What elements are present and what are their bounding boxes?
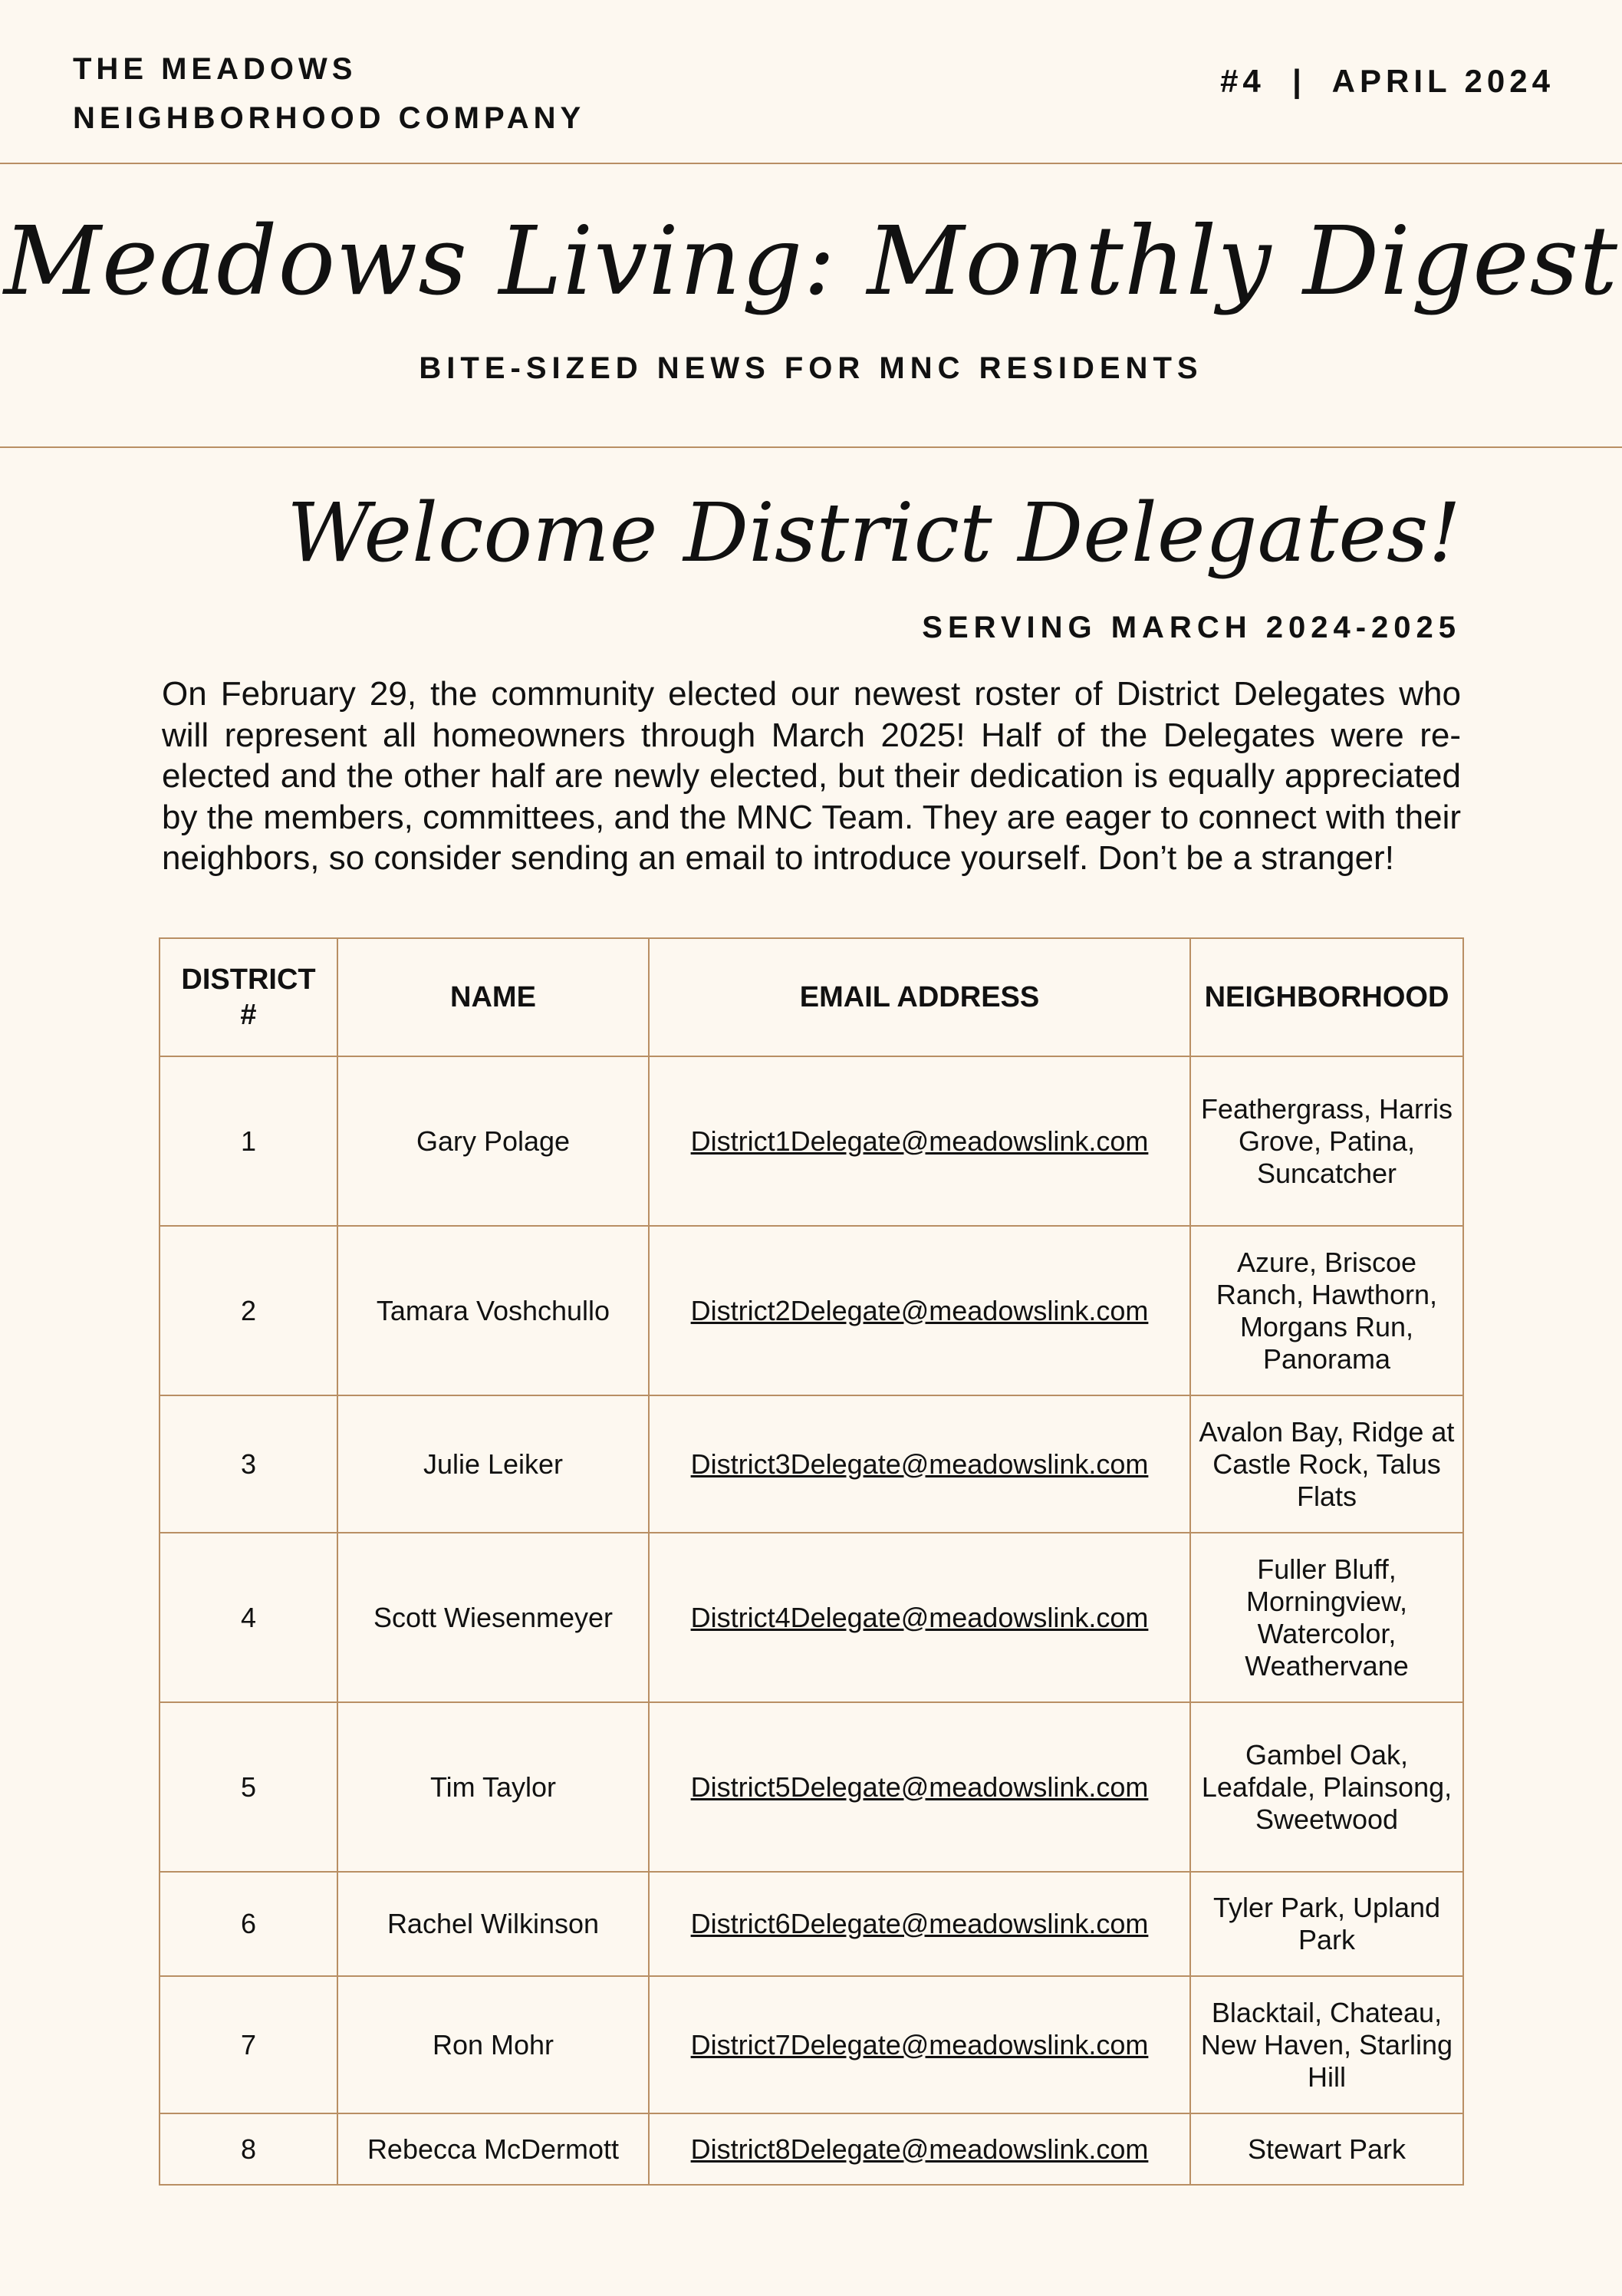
delegate-name: Ron Mohr <box>337 1976 649 2113</box>
district-number: 8 <box>160 2113 337 2185</box>
district-number: 2 <box>160 1226 337 1395</box>
delegate-email-link[interactable]: District4Delegate@meadowslink.com <box>649 1533 1190 1702</box>
neighborhood-list: Gambel Oak, Leafdale, Plainsong, Sweetwood <box>1190 1702 1463 1872</box>
delegate-name: Tamara Voshchullo <box>337 1226 649 1395</box>
table-header-row <box>160 938 1463 1056</box>
newsletter-title: Meadows Living: Monthly Digest <box>3 206 1619 317</box>
top-header-bar <box>0 0 1622 164</box>
article-intro: On February 29, the community elected our newest roster of District Delegates who will represent all homeowners through March 2025! Half of the Delegates were re-elected and the other half are newly elected, but their dedication is equally appreciated by the members, committees, and the MNC Team. They are eager to connect with their neighbors, so consider sending an email to introduce yourself. Don’t be a stranger! <box>162 675 1461 877</box>
delegate-email-link[interactable]: District6Delegate@meadowslink.com <box>649 1872 1190 1976</box>
delegate-email-link[interactable]: District5Delegate@meadowslink.com <box>649 1702 1190 1872</box>
district-number: 5 <box>160 1702 337 1872</box>
table-row <box>160 1702 1463 1872</box>
table-row <box>160 1976 1463 2113</box>
org-line-2: NEIGHBORHOOD COMPANY <box>73 101 586 135</box>
neighborhood-list: Avalon Bay, Ridge at Castle Rock, Talus Flats <box>1190 1395 1463 1533</box>
delegate-email-link[interactable]: District2Delegate@meadowslink.com <box>649 1226 1190 1395</box>
masthead <box>0 164 1622 448</box>
table-row <box>160 2113 1463 2185</box>
delegate-email-link[interactable]: District3Delegate@meadowslink.com <box>649 1395 1190 1533</box>
delegate-email-link[interactable]: District8Delegate@meadowslink.com <box>649 2113 1190 2185</box>
issue-date: #4 | APRIL 2024 <box>1220 63 1555 99</box>
table-row <box>160 1872 1463 1976</box>
column-header-name: NAME <box>337 938 649 1056</box>
district-number: 4 <box>160 1533 337 1702</box>
column-header-email: EMAIL ADDRESS <box>649 938 1190 1056</box>
table-row <box>160 1056 1463 1226</box>
newsletter-tagline: BITE-SIZED NEWS FOR MNC RESIDENTS <box>419 351 1203 385</box>
org-line-1: THE MEADOWS <box>73 52 357 86</box>
delegate-name: Rebecca McDermott <box>337 2113 649 2185</box>
neighborhood-list: Azure, Briscoe Ranch, Hawthorn, Morgans Run, Panorama <box>1190 1226 1463 1395</box>
neighborhood-list: Feathergrass, Harris Grove, Patina, Suncatcher <box>1190 1056 1463 1226</box>
delegate-name: Julie Leiker <box>337 1395 649 1533</box>
delegate-name: Scott Wiesenmeyer <box>337 1533 649 1702</box>
column-header-district: DISTRICT # <box>160 938 337 1056</box>
table-row <box>160 1533 1463 1702</box>
district-number: 1 <box>160 1056 337 1226</box>
district-number: 6 <box>160 1872 337 1976</box>
delegate-name: Rachel Wilkinson <box>337 1872 649 1976</box>
delegates-table <box>159 937 1464 2186</box>
table-row <box>160 1395 1463 1533</box>
article-heading: Welcome District Delegates! <box>287 486 1461 580</box>
neighborhood-list: Tyler Park, Upland Park <box>1190 1872 1463 1976</box>
district-number: 3 <box>160 1395 337 1533</box>
delegate-name: Tim Taylor <box>337 1702 649 1872</box>
delegate-email-link[interactable]: District1Delegate@meadowslink.com <box>649 1056 1190 1226</box>
district-number: 7 <box>160 1976 337 2113</box>
neighborhood-list: Blacktail, Chateau, New Haven, Starling Hill <box>1190 1976 1463 2113</box>
neighborhood-list: Stewart Park <box>1190 2113 1463 2185</box>
neighborhood-list: Fuller Bluff, Morningview, Watercolor, Weathervane <box>1190 1533 1463 1702</box>
table-row <box>160 1226 1463 1395</box>
delegate-name: Gary Polage <box>337 1056 649 1226</box>
organization-name <box>73 44 585 143</box>
delegate-email-link[interactable]: District7Delegate@meadowslink.com <box>649 1976 1190 2113</box>
article-subheading: SERVING MARCH 2024-2025 <box>922 611 1461 644</box>
column-header-neighborhood: NEIGHBORHOOD <box>1190 938 1463 1056</box>
